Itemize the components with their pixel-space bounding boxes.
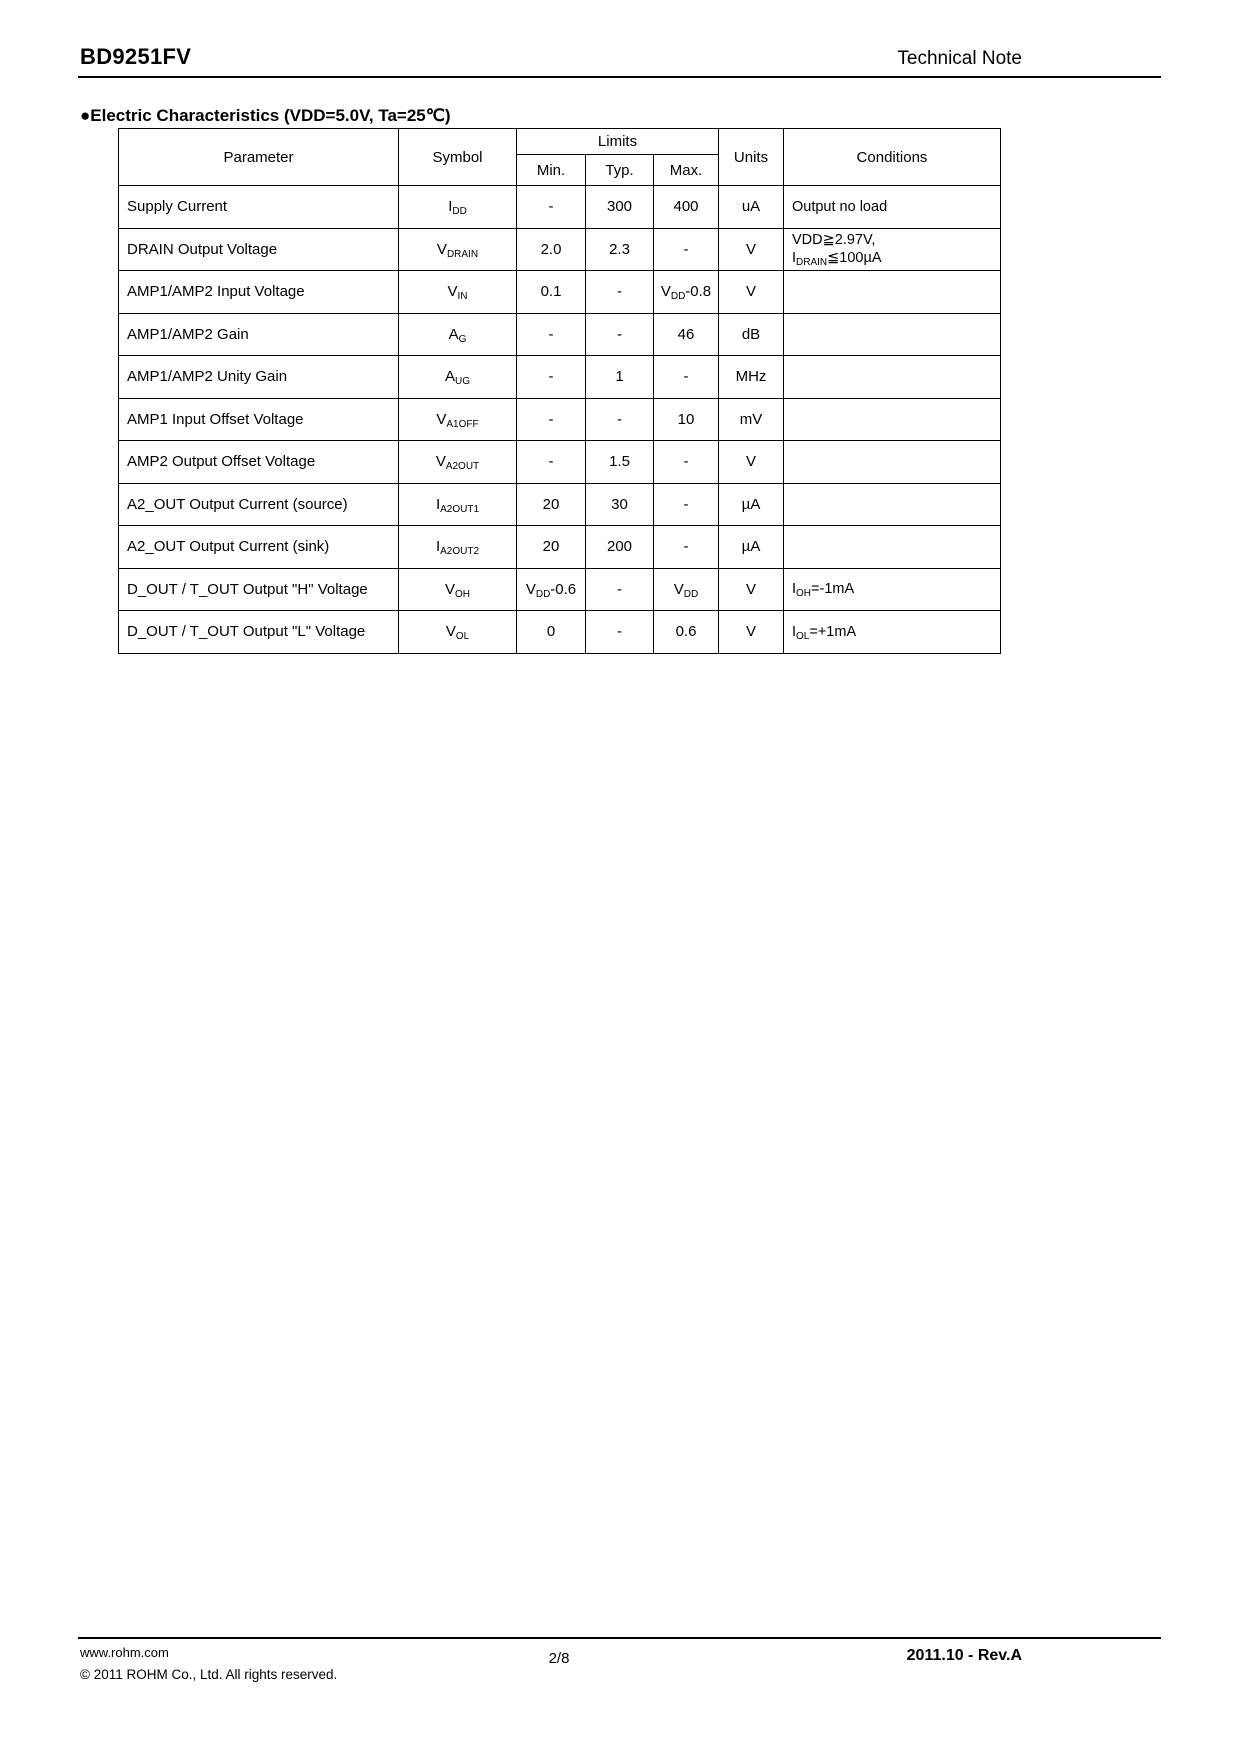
cell-max: - [654, 526, 719, 569]
cell-max: - [654, 441, 719, 484]
cell-typ: - [586, 398, 654, 441]
cell-units: V [719, 441, 784, 484]
cell-typ: 200 [586, 526, 654, 569]
cell-max: - [654, 483, 719, 526]
cell-typ: - [586, 568, 654, 611]
cell-typ: - [586, 271, 654, 314]
cell-typ: 300 [586, 186, 654, 229]
cell-min: - [517, 398, 586, 441]
table-row [119, 526, 1001, 569]
footer-website: www.rohm.com [80, 1645, 169, 1660]
table-row [119, 271, 1001, 314]
subscript-text: IN [457, 291, 468, 303]
table-row [119, 483, 1001, 526]
cell-symbol: $V_{IN}$ [399, 271, 517, 314]
electric-characteristics-table [118, 128, 1001, 654]
table-row [119, 611, 1001, 654]
table-row [119, 356, 1001, 399]
cell-symbol: $V_{A2OUT}$ [399, 441, 517, 484]
header-divider [78, 76, 1161, 78]
cell-max: 0.6 [654, 611, 719, 654]
col-header-min: Min. [517, 155, 586, 186]
cell-conditions: $I_{OH}=-1mA$ [784, 568, 1001, 611]
cell-typ: 1 [586, 356, 654, 399]
subscript-text: A2OUT [445, 461, 480, 473]
col-header-limits: Limits [517, 129, 719, 155]
subscript-text: DRAIN [796, 257, 828, 269]
cell-max: 46 [654, 313, 719, 356]
cell-units: µA [719, 483, 784, 526]
cell-units: dB [719, 313, 784, 356]
cell-parameter: AMP1/AMP2 Input Voltage [119, 271, 399, 314]
cell-parameter: Supply Current [119, 186, 399, 229]
footer-copyright: © 2011 ROHM Co., Ltd. All rights reserved. [80, 1667, 338, 1682]
cell-max: $V_{DD}$ [654, 568, 719, 611]
cell-units: V [719, 568, 784, 611]
cell-typ: 1.5 [586, 441, 654, 484]
cell-units: mV [719, 398, 784, 441]
cell-typ: 2.3 [586, 228, 654, 271]
cell-max: - [654, 356, 719, 399]
footer-divider [78, 1637, 1161, 1639]
cell-symbol: $V_{DRAIN}$ [399, 228, 517, 271]
cell-min: 2.0 [517, 228, 586, 271]
header-row-1 [119, 129, 1001, 155]
subscript-text: A2OUT1 [440, 503, 480, 515]
cell-conditions [784, 271, 1001, 314]
subscript-text: DD [683, 588, 699, 600]
cell-typ: 30 [586, 483, 654, 526]
cell-min: 20 [517, 483, 586, 526]
table-header [119, 129, 1001, 186]
cell-conditions [784, 483, 1001, 526]
cell-parameter: AMP1/AMP2 Gain [119, 313, 399, 356]
col-header-symbol: Symbol [399, 129, 517, 186]
col-header-parameter: Parameter [119, 129, 399, 186]
cell-conditions [784, 356, 1001, 399]
cell-parameter: DRAIN Output Voltage [119, 228, 399, 271]
table-body [119, 186, 1001, 654]
cell-parameter: A2_OUT Output Current (sink) [119, 526, 399, 569]
cell-min: - [517, 313, 586, 356]
cell-units: V [719, 271, 784, 314]
cell-symbol: $V_{OH}$ [399, 568, 517, 611]
cell-conditions: $I_{OL}=+1mA$ [784, 611, 1001, 654]
subscript-text: UG [455, 376, 470, 388]
cell-parameter: D_OUT / T_OUT Output "L" Voltage [119, 611, 399, 654]
cell-units: V [719, 611, 784, 654]
cell-symbol: $A_{UG}$ [399, 356, 517, 399]
cell-parameter: D_OUT / T_OUT Output "H" Voltage [119, 568, 399, 611]
subscript-text: DRAIN [446, 248, 479, 260]
table-row [119, 186, 1001, 229]
subscript-text: DD [535, 588, 551, 600]
cell-max: 10 [654, 398, 719, 441]
subscript-text: DD [452, 206, 467, 218]
cell-conditions [784, 526, 1001, 569]
cell-min: $V_{DD}-0.6$ [517, 568, 586, 611]
revision-label: 2011.10 - Rev.A [906, 1647, 1022, 1664]
cell-symbol: $A_G$ [399, 313, 517, 356]
cell-min: 20 [517, 526, 586, 569]
cell-units: uA [719, 186, 784, 229]
cell-max: - [654, 228, 719, 271]
cell-parameter: AMP1 Input Offset Voltage [119, 398, 399, 441]
col-header-conditions: Conditions [784, 129, 1001, 186]
subscript-text: OH [455, 588, 470, 600]
cell-typ: - [586, 313, 654, 356]
cell-units: V [719, 228, 784, 271]
subscript-text: OH [796, 588, 812, 600]
cell-min: 0 [517, 611, 586, 654]
subscript-text: OL [455, 631, 470, 643]
cell-conditions [784, 398, 1001, 441]
cell-parameter: A2_OUT Output Current (source) [119, 483, 399, 526]
cell-symbol: $I_{A2OUT2}$ [399, 526, 517, 569]
subscript-text: A2OUT2 [440, 546, 480, 558]
page-number: 2/8 [548, 1650, 570, 1667]
subscript-text: A1OFF [446, 418, 479, 430]
subscript-text: OL [796, 630, 810, 642]
col-header-units: Units [719, 129, 784, 186]
cell-parameter: AMP1/AMP2 Unity Gain [119, 356, 399, 399]
cell-max: 400 [654, 186, 719, 229]
cell-min: 0.1 [517, 271, 586, 314]
document-header [80, 44, 1022, 70]
cell-conditions: VDD≧2.97V, $I_{DRAIN}≦100\mu A$ [784, 228, 1001, 271]
cell-conditions: Output no load [784, 186, 1001, 229]
col-header-max: Max. [654, 155, 719, 186]
cell-conditions [784, 441, 1001, 484]
cell-conditions [784, 313, 1001, 356]
table-row [119, 568, 1001, 611]
table-row [119, 228, 1001, 271]
cell-min: - [517, 356, 586, 399]
cell-parameter: AMP2 Output Offset Voltage [119, 441, 399, 484]
col-header-typ: Typ. [586, 155, 654, 186]
cell-units: µA [719, 526, 784, 569]
cell-symbol: $V_{OL}$ [399, 611, 517, 654]
table-row [119, 441, 1001, 484]
part-number: BD9251FV [80, 44, 192, 69]
cell-symbol: $V_{A1OFF}$ [399, 398, 517, 441]
cell-symbol: $I_{A2OUT1}$ [399, 483, 517, 526]
table-row [119, 313, 1001, 356]
subscript-text: G [458, 333, 467, 345]
cell-max: $V_{DD}-0.8$ [654, 271, 719, 314]
cell-typ: - [586, 611, 654, 654]
cell-min: - [517, 186, 586, 229]
subscript-text: DD [670, 291, 686, 303]
section-title: ●Electric Characteristics (VDD=5.0V, Ta=25℃) [80, 106, 451, 125]
cell-symbol: $I_{DD}$ [399, 186, 517, 229]
table-row [119, 398, 1001, 441]
doc-type-label: Technical Note [897, 48, 1022, 69]
cell-units: MHz [719, 356, 784, 399]
cell-min: - [517, 441, 586, 484]
